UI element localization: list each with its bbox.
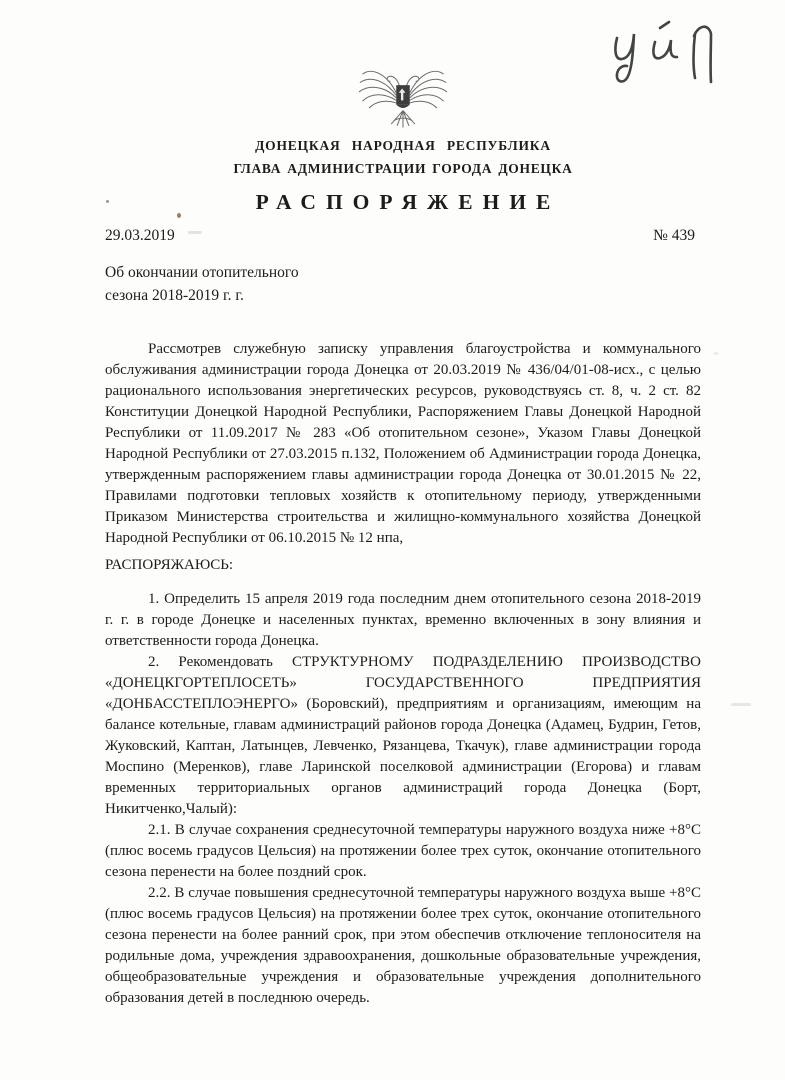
doc-subject [105, 261, 701, 307]
dnr-coat-of-arms-icon [348, 64, 458, 130]
order-item-2-2: 2.2. В случае повышения среднесуточной температуры наружного воздуха выше +8°С (плюс восемь градусов Цельсия) на протяжении более трех суток, окончание отопительного сезона перенести на более ранний срок, при этом обеспечив отключение теплоносителя на родильные дома, учреждения здравоохранения, дошкольные образовательные учреждения, общеобразовательные учреждения и образовательные учреждения дополнительного образования детей в последнюю очередь. [105, 885, 701, 1006]
subject-line-1: Об окончании отопительного [105, 264, 299, 281]
resolution-word: РАСПОРЯЖАЮСЬ: [105, 557, 234, 573]
subject-line-2: сезона 2018-2019 г. г. [105, 287, 244, 304]
document-body [105, 339, 701, 1009]
doc-number: № 439 [653, 227, 695, 244]
doc-type-title: РАСПОРЯЖЕНИЕ [255, 190, 561, 214]
scan-speck [713, 352, 719, 355]
order-item-2-1: 2.1. В случае сохранения среднесуточной температуры наружного воздуха ниже +8°С (плюс восемь градусов Цельсия) на протяжении более трех суток, окончание отопительного сезона перенести на более поздний срок. [105, 822, 701, 880]
republic-name: ДОНЕЦКАЯ НАРОДНАЯ РЕСПУБЛИКА [255, 138, 551, 153]
document-header [105, 0, 701, 215]
meta-row [105, 227, 701, 245]
authority-name: ГЛАВА АДМИНИСТРАЦИИ ГОРОДА ДОНЕЦКА [233, 161, 573, 176]
doc-date: 29.03.2019 [105, 227, 175, 244]
scan-speck [731, 703, 751, 706]
order-item-2: 2. Рекомендовать СТРУКТУРНОМУ ПОДРАЗДЕЛЕНИЮ ПРОИЗВОДСТВО «ДОНЕЦКГОРТЕПЛОСЕТЬ» ГОСУДАРСТВЕННОГО ПРЕДПРИЯТИЯ «ДОНБАССТЕПЛОЭНЕРГО» (Боровский), предприятиям и организациям, имеющим на балансе котельные, главам администраций районов города Донецка (Адамец, Будрин, Гетов, Жуковский, Каптан, Латынцев, Левченко, Рязанцева, Ткачук), главе администрации города Моспино (Меренков), главе Ларинской поселковой администрации (Егорова) и главам временных территориальных органов администраций города Донецка (Борт, Никитченко,Чалый): [105, 654, 701, 817]
order-item-1: 1. Определить 15 апреля 2019 года последним днем отопительного сезона 2018-2019 г. г. в городе Донецке и населенных пунктах, временно включенных в зону влияния и ответственности города Донецка. [105, 591, 701, 649]
preamble-paragraph: Рассмотрев служебную записку управления благоустройства и коммунального обслуживания администрации города Донецка от 20.03.2019 № 436/04/01-08-исх., с целью рационального использования энергетических ресурсов, руководствуясь ст. 8, ч. 2 ст. 82 Конституции Донецкой Народной Республики, Распоряжением Главы Донецкой Народной Республики от 11.09.2017 № 283 «Об отопительном сезоне», Указом Главы Донецкой Народной Республики от 27.03.2015 п.132, Положением об Администрации города Донецка, утвержденным распоряжением главы администрации города Донецка от 30.01.2015 № 22, Правилами подготовки тепловых хозяйств к отопительному периоду, утвержденными Приказом Министерства строительства и жилищно-коммунального хозяйства Донецкой Народной Республики от 06.10.2015 № 12 нпа, [105, 341, 701, 546]
